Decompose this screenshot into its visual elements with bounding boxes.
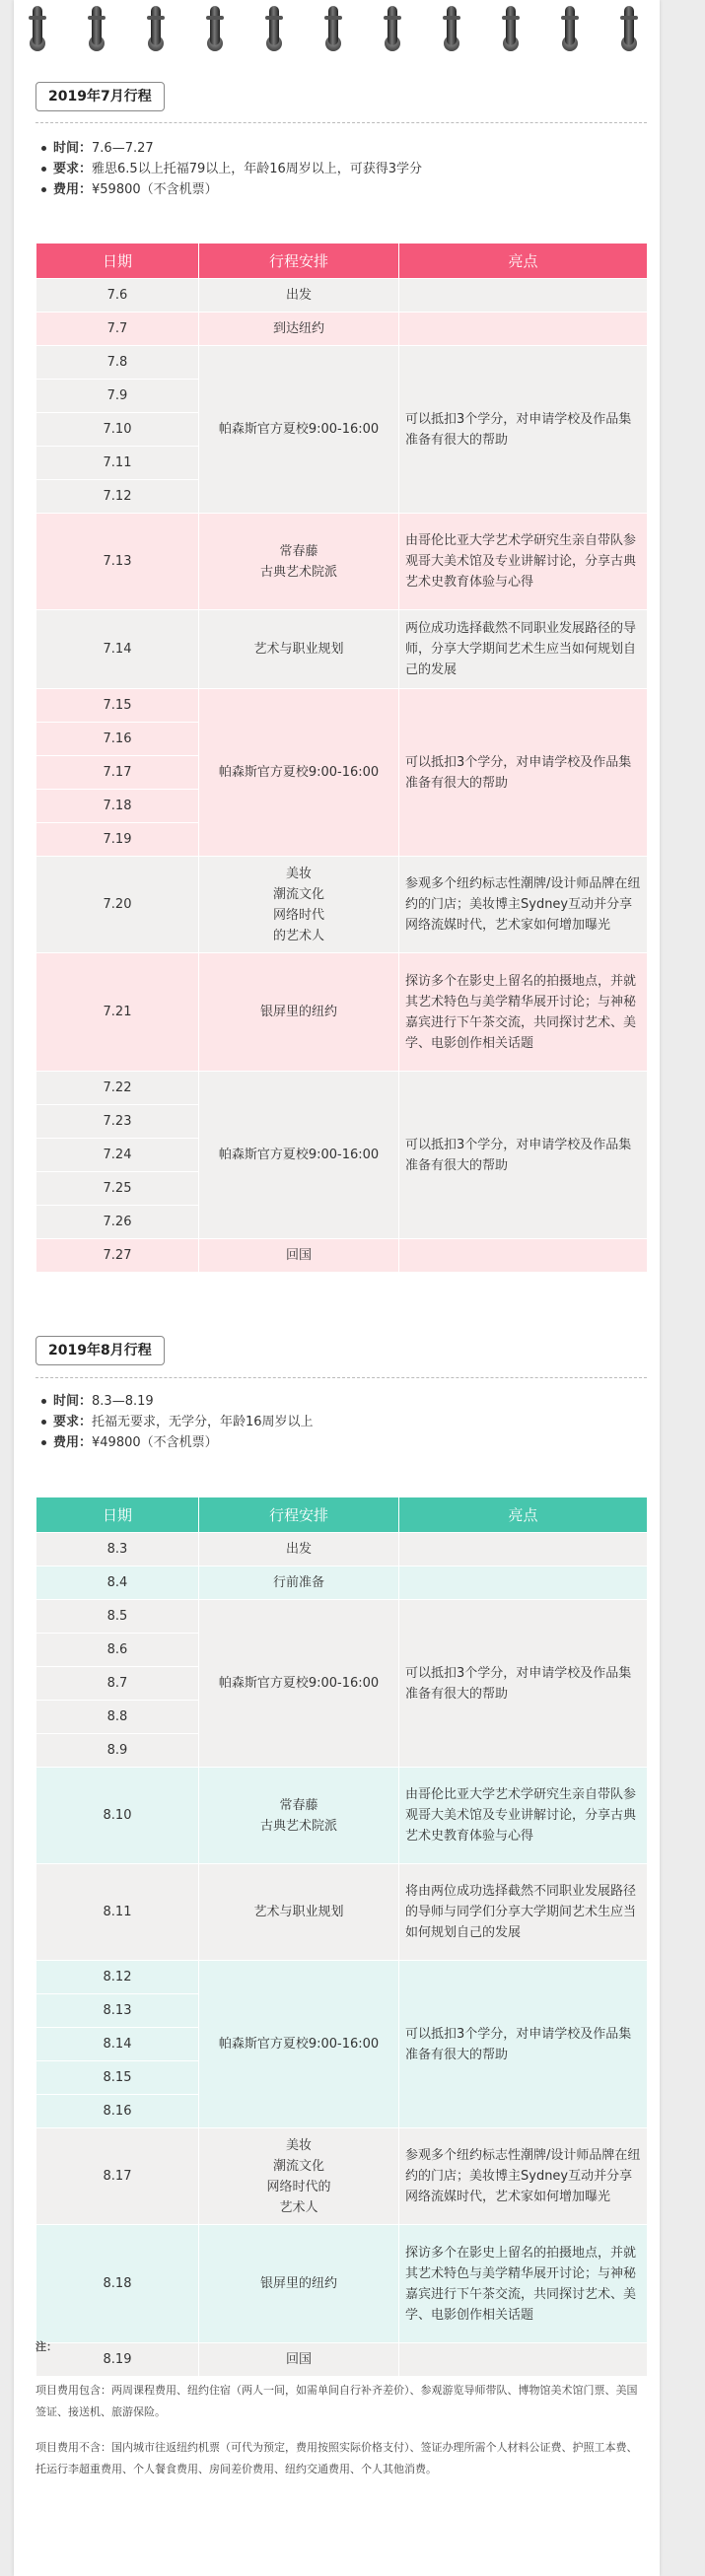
table-header-row — [36, 244, 648, 279]
plan-cell: 常春藤 古典艺术院派 — [199, 1768, 399, 1864]
binding-ring-icon — [145, 6, 167, 55]
date-cell: 7.19 — [36, 823, 199, 857]
info-item — [35, 179, 647, 200]
july-section-title: 2019年7月行程 — [35, 82, 165, 111]
date-cell: 7.27 — [36, 1239, 199, 1273]
date-cell: 8.15 — [36, 2061, 199, 2095]
column-header: 行程安排 — [199, 1497, 399, 1533]
date-cell: 8.6 — [36, 1634, 199, 1667]
highlight-cell: 可以抵扣3个学分，对申请学校及作品集准备有很大的帮助 — [399, 689, 648, 857]
highlight-cell: 由哥伦比亚大学艺术学研究生亲自带队参观哥大美术馆及专业讲解讨论，分享古典艺术史教育体验与心得 — [399, 514, 648, 610]
table-row — [36, 514, 648, 610]
table-row — [36, 1072, 648, 1105]
plan-cell: 艺术与职业规划 — [199, 610, 399, 689]
plan-cell: 回国 — [199, 1239, 399, 1273]
plan-cell: 艺术与职业规划 — [199, 1864, 399, 1961]
date-cell: 8.13 — [36, 1994, 199, 2028]
plan-cell: 出发 — [199, 1533, 399, 1566]
date-cell: 7.12 — [36, 480, 199, 514]
info-value: ¥49800（不含机票） — [92, 1435, 218, 1450]
table-row — [36, 313, 648, 346]
column-header: 日期 — [36, 244, 199, 279]
date-cell: 7.18 — [36, 790, 199, 823]
date-cell: 8.5 — [36, 1600, 199, 1634]
table-header-row — [36, 1497, 648, 1533]
info-label: 要求： — [53, 162, 93, 176]
info-label: 时间： — [53, 1394, 93, 1409]
date-cell: 7.20 — [36, 857, 199, 953]
binding-ring-icon — [204, 6, 226, 55]
notes — [35, 2336, 647, 2488]
table-row — [36, 1533, 648, 1566]
date-cell: 7.14 — [36, 610, 199, 689]
binding-ring-icon — [500, 6, 522, 55]
info-label: 费用： — [53, 1435, 93, 1450]
table-row — [36, 1961, 648, 1994]
info-value: 托福无要求，无学分，年龄16周岁以上 — [92, 1415, 314, 1429]
plan-cell: 帕森斯官方夏校9:00-16:00 — [199, 1072, 399, 1239]
date-cell: 8.8 — [36, 1701, 199, 1734]
august-schedule-table — [35, 1497, 648, 2377]
highlight-cell — [399, 1533, 648, 1566]
binding-ring-icon — [263, 6, 285, 55]
highlight-cell: 将由两位成功选择截然不同职业发展路径的导师与同学们分享大学期间艺术生应当如何规划自己的发展 — [399, 1864, 648, 1961]
highlight-cell — [399, 1239, 648, 1273]
table-row — [36, 1768, 648, 1864]
date-cell: 7.17 — [36, 756, 199, 790]
info-item — [35, 1412, 647, 1432]
divider — [35, 1377, 647, 1378]
info-label: 时间： — [53, 141, 93, 156]
plan-cell: 银屏里的纽约 — [199, 2225, 399, 2343]
info-value: 7.6—7.27 — [92, 141, 154, 156]
binding-ring-icon — [559, 6, 581, 55]
date-cell: 8.19 — [36, 2343, 199, 2377]
info-value: 8.3—8.19 — [92, 1394, 154, 1409]
date-cell: 8.3 — [36, 1533, 199, 1566]
info-value: 雅思6.5以上托福79以上，年龄16周岁以上，可获得3学分 — [92, 162, 423, 176]
date-cell: 7.11 — [36, 447, 199, 480]
info-item — [35, 1432, 647, 1453]
date-cell: 8.18 — [36, 2225, 199, 2343]
plan-cell: 常春藤 古典艺术院派 — [199, 514, 399, 610]
info-label: 要求： — [53, 1415, 93, 1429]
notes-excluded: 项目费用不含：国内城市往返纽约机票（可代为预定，费用按照实际价格支付）、签证办理所需个人材料公证费、护照工本费、托运行李超重费用、个人餐食费用、房间差价费用、纽约交通费用、个人其他消费。 — [35, 2441, 638, 2475]
binding-ring-icon — [441, 6, 462, 55]
info-item — [35, 159, 647, 179]
plan-cell: 美妆 潮流文化 网络时代 的艺术人 — [199, 857, 399, 953]
spiral-binding — [14, 0, 660, 59]
date-cell: 8.11 — [36, 1864, 199, 1961]
date-cell: 8.7 — [36, 1667, 199, 1701]
date-cell: 7.23 — [36, 1105, 199, 1139]
highlight-cell: 由哥伦比亚大学艺术学研究生亲自带队参观哥大美术馆及专业讲解讨论，分享古典艺术史教育体验与心得 — [399, 1768, 648, 1864]
july-schedule-table — [35, 243, 648, 1273]
july-info-list — [35, 138, 647, 200]
table-row — [36, 2128, 648, 2225]
august-section-title: 2019年8月行程 — [35, 1336, 165, 1365]
binding-ring-icon — [618, 6, 640, 55]
table-row — [36, 2225, 648, 2343]
date-cell: 7.22 — [36, 1072, 199, 1105]
column-header: 亮点 — [399, 1497, 648, 1533]
date-cell: 8.12 — [36, 1961, 199, 1994]
date-cell: 7.24 — [36, 1139, 199, 1172]
highlight-cell: 可以抵扣3个学分，对申请学校及作品集准备有很大的帮助 — [399, 1072, 648, 1239]
highlight-cell: 参观多个纽约标志性潮牌/设计师品牌在纽约的门店；美妆博主Sydney互动并分享网络流媒时代，艺术家如何增加曝光 — [399, 2128, 648, 2225]
date-cell: 7.25 — [36, 1172, 199, 1206]
date-cell: 7.13 — [36, 514, 199, 610]
plan-cell: 银屏里的纽约 — [199, 953, 399, 1072]
date-cell: 8.10 — [36, 1768, 199, 1864]
info-value: ¥59800（不含机票） — [92, 182, 218, 197]
plan-cell: 美妆 潮流文化 网络时代的 艺术人 — [199, 2128, 399, 2225]
date-cell: 8.4 — [36, 1566, 199, 1600]
plan-cell: 行前准备 — [199, 1566, 399, 1600]
date-cell: 8.17 — [36, 2128, 199, 2225]
date-cell: 8.14 — [36, 2028, 199, 2061]
date-cell: 8.16 — [36, 2095, 199, 2128]
highlight-cell: 可以抵扣3个学分，对申请学校及作品集准备有很大的帮助 — [399, 346, 648, 514]
binding-ring-icon — [322, 6, 344, 55]
divider — [35, 122, 647, 123]
table-row — [36, 346, 648, 380]
plan-cell: 帕森斯官方夏校9:00-16:00 — [199, 689, 399, 857]
plan-cell: 到达纽约 — [199, 313, 399, 346]
table-row — [36, 610, 648, 689]
date-cell: 7.16 — [36, 723, 199, 756]
paper — [14, 0, 660, 2576]
table-row — [36, 1566, 648, 1600]
date-cell: 7.26 — [36, 1206, 199, 1239]
column-header: 行程安排 — [199, 244, 399, 279]
plan-cell: 回国 — [199, 2343, 399, 2377]
table-row — [36, 1239, 648, 1273]
info-item — [35, 138, 647, 159]
table-row — [36, 953, 648, 1072]
highlight-cell — [399, 313, 648, 346]
plan-cell: 帕森斯官方夏校9:00-16:00 — [199, 1600, 399, 1768]
plan-cell: 出发 — [199, 279, 399, 313]
binding-ring-icon — [27, 6, 48, 55]
date-cell: 7.15 — [36, 689, 199, 723]
highlight-cell: 可以抵扣3个学分，对申请学校及作品集准备有很大的帮助 — [399, 1600, 648, 1768]
binding-ring-icon — [382, 6, 403, 55]
date-cell: 7.9 — [36, 380, 199, 413]
plan-cell: 帕森斯官方夏校9:00-16:00 — [199, 346, 399, 514]
table-row — [36, 689, 648, 723]
notes-included: 项目费用包含：两周课程费用、纽约住宿（两人一间，如需单间自行补齐差价）、参观游览导师带队、博物馆美术馆门票、美国签证、接送机、旅游保险。 — [35, 2384, 638, 2418]
column-header: 亮点 — [399, 244, 648, 279]
table-row — [36, 279, 648, 313]
plan-cell: 帕森斯官方夏校9:00-16:00 — [199, 1961, 399, 2128]
binding-ring-icon — [86, 6, 107, 55]
date-cell: 7.8 — [36, 346, 199, 380]
highlight-cell: 可以抵扣3个学分，对申请学校及作品集准备有很大的帮助 — [399, 1961, 648, 2128]
column-header: 日期 — [36, 1497, 199, 1533]
table-row — [36, 857, 648, 953]
highlight-cell — [399, 1566, 648, 1600]
table-row — [36, 1864, 648, 1961]
date-cell: 7.6 — [36, 279, 199, 313]
date-cell: 7.7 — [36, 313, 199, 346]
august-info-list — [35, 1391, 647, 1453]
highlight-cell: 参观多个纽约标志性潮牌/设计师品牌在纽约的门店；美妆博主Sydney互动并分享网络流媒时代，艺术家如何增加曝光 — [399, 857, 648, 953]
date-cell: 7.10 — [36, 413, 199, 447]
info-label: 费用： — [53, 182, 93, 197]
date-cell: 7.21 — [36, 953, 199, 1072]
highlight-cell: 探访多个在影史上留名的拍摄地点，并就其艺术特色与美学精华展开讨论；与神秘嘉宾进行下午茶交流，共同探讨艺术、美学、电影创作相关话题 — [399, 2225, 648, 2343]
table-row — [36, 1600, 648, 1634]
highlight-cell — [399, 279, 648, 313]
date-cell: 8.9 — [36, 1734, 199, 1768]
highlight-cell: 探访多个在影史上留名的拍摄地点，并就其艺术特色与美学精华展开讨论；与神秘嘉宾进行下午茶交流，共同探讨艺术、美学、电影创作相关话题 — [399, 953, 648, 1072]
notes-title: 注： — [35, 2340, 57, 2353]
info-item — [35, 1391, 647, 1412]
highlight-cell: 两位成功选择截然不同职业发展路径的导师，分享大学期间艺术生应当如何规划自己的发展 — [399, 610, 648, 689]
